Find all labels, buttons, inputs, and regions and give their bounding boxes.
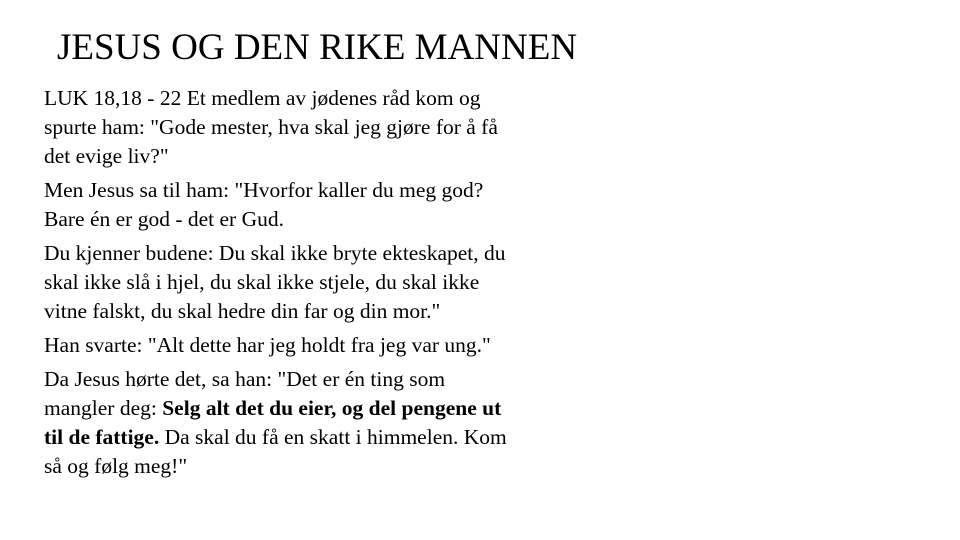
- scripture-text: [44, 84, 519, 481]
- slide-title: JESUS OG DEN RIKE MANNEN: [57, 27, 578, 68]
- conclusion-text-end: Da skal du få en skatt i himmelen. Kom så og følg meg!": [44, 425, 507, 478]
- paragraph-man-answer: Han svarte: "Alt dette har jeg holdt fra jeg var ung.": [44, 333, 491, 357]
- conclusion-text-start: Da Jesus hørte det, sa han: "Det er én ting som mangler deg:: [44, 367, 446, 420]
- paragraph-conclusion: [44, 365, 519, 481]
- paragraph-commandments: Du kjenner budene: Du skal ikke bryte ekteskapet, du skal ikke slå i hjel, du skal ikke stjele, du skal ikke vitne falskt, du skal hedre din far og din mor.": [44, 241, 506, 323]
- conclusion-text-emphasis: Selg alt det du eier, og del pengene ut til de fattige.: [44, 396, 502, 449]
- paragraph-intro: LUK 18,18 - 22 Et medlem av jødenes råd kom og spurte ham: "Gode mester, hva skal jeg gjøre for å få det evige liv?": [44, 86, 498, 168]
- paragraph-jesus-reply: Men Jesus sa til ham: "Hvorfor kaller du meg god? Bare én er god - det er Gud.: [44, 178, 484, 231]
